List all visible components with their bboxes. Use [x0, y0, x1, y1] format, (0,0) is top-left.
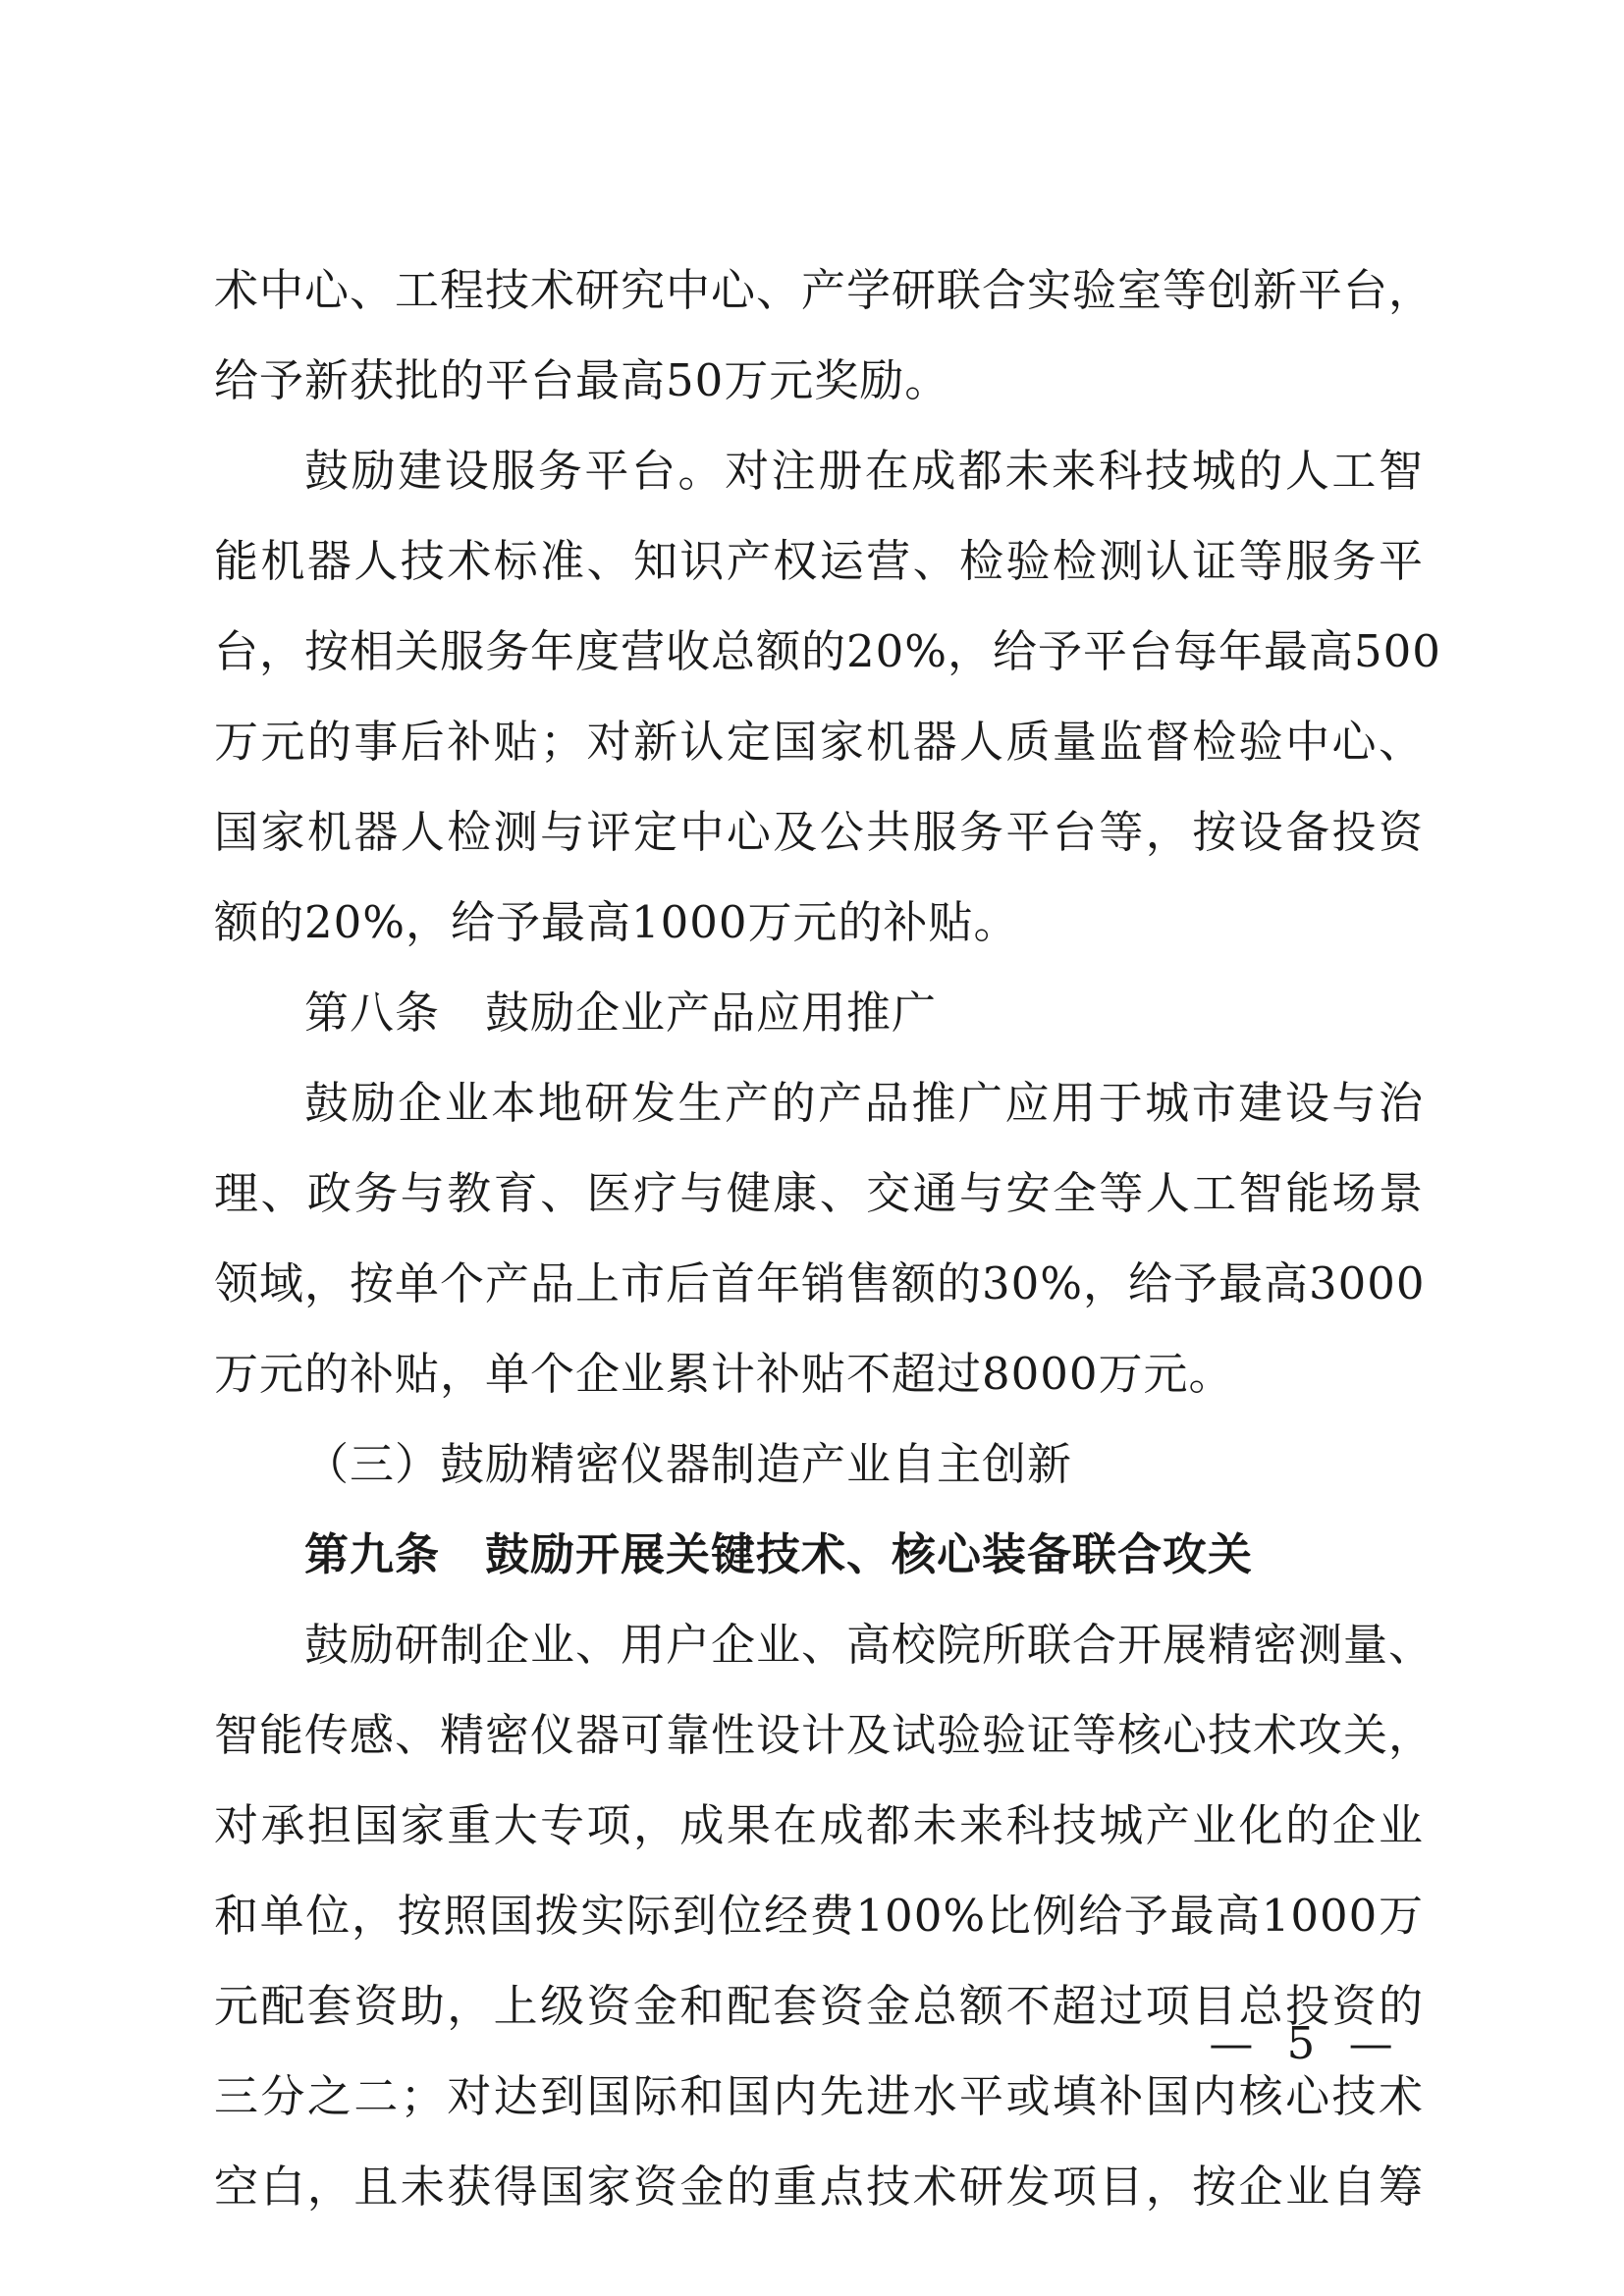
document-body	[214, 245, 1441, 2232]
text-line: 额的20%，给予最高1000万元的补贴。	[214, 896, 1019, 948]
text-line: 国家机器人检测与评定中心及公共服务平台等，按设备投资	[214, 806, 1424, 858]
article-heading-8: 第八条 鼓励企业产品应用推广	[304, 987, 938, 1039]
text-line: 术中心、工程技术研究中心、产学研联合实验室等创新平台，	[214, 264, 1435, 316]
text-line: 对承担国家重大专项，成果在成都未来科技城产业化的企业	[214, 1799, 1424, 1851]
article-heading-9: 第九条 鼓励开展关键技术、核心装备联合攻关	[304, 1528, 1254, 1580]
text-line: 领域，按单个产品上市后首年销售额的30%，给予最高3000	[214, 1257, 1426, 1309]
text-line: 和单位，按照国拨实际到位经费100%比例给予最高1000万	[214, 1890, 1424, 1942]
paragraph-start-line: 鼓励研制企业、用户企业、高校院所联合开展精密测量、	[304, 1619, 1435, 1671]
text-line: 给予新获批的平台最高50万元奖励。	[214, 354, 950, 406]
text-line: 智能传感、精密仪器可靠性设计及试验验证等核心技术攻关，	[214, 1709, 1435, 1761]
text-line: 台，按相关服务年度营收总额的20%，给予平台每年最高500	[214, 625, 1441, 677]
page-number: — 5 —	[1209, 2017, 1403, 2069]
section-heading-3: （三）鼓励精密仪器制造产业自主创新	[304, 1438, 1073, 1490]
text-line: 万元的事后补贴；对新认定国家机器人质量监督检验中心、	[214, 716, 1424, 768]
text-line: 空白，且未获得国家资金的重点技术研发项目，按企业自筹	[214, 2161, 1424, 2213]
paragraph-start-line: 鼓励企业本地研发生产的产品推广应用于城市建设与治	[304, 1077, 1424, 1129]
paragraph-start-line: 鼓励建设服务平台。对注册在成都未来科技城的人工智	[304, 445, 1424, 497]
text-line: 三分之二；对达到国际和国内先进水平或填补国内核心技术	[214, 2070, 1424, 2122]
text-line: 万元的补贴，单个企业累计补贴不超过8000万元。	[214, 1348, 1234, 1400]
text-line: 能机器人技术标准、知识产权运营、检验检测认证等服务平	[214, 535, 1424, 587]
text-line: 元配套资助，上级资金和配套资金总额不超过项目总投资的	[214, 1980, 1424, 2032]
text-line: 理、政务与教育、医疗与健康、交通与安全等人工智能场景	[214, 1167, 1424, 1219]
